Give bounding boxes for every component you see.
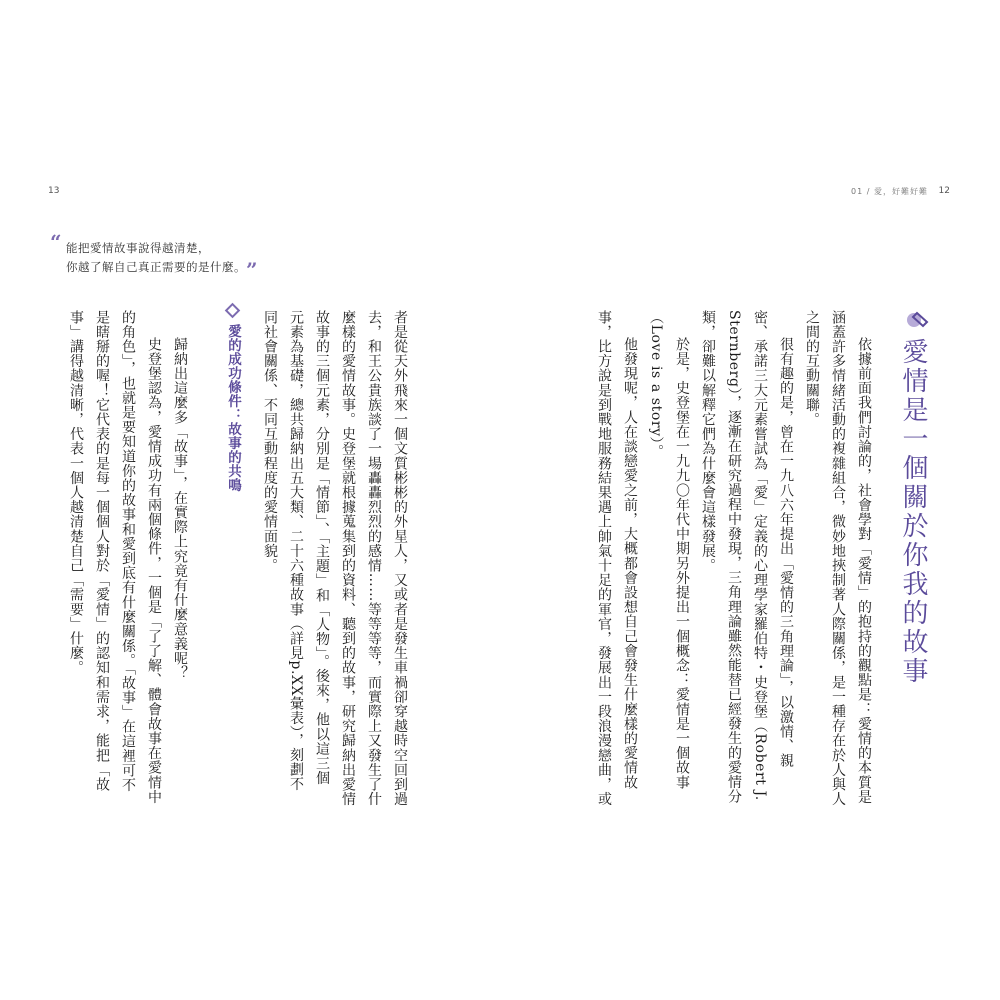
body-column: 的角色」，也就是要知道你的故事和愛到底有什麼關係。「故事」在這裡可不 <box>120 310 136 793</box>
body-column: 密、承諾三大元素嘗試為「愛」定義的心理學家羅伯特・史登堡（Robert J. <box>752 310 768 801</box>
body-column: 故事的三個元素，分別是「情節」、「主題」和「人物」。後來，他以這三個 <box>314 310 330 786</box>
body-column: 同社會關係、不同互動程度的愛情面貌。 <box>262 310 278 573</box>
body-column: 他發現呢，人在談戀愛之前，大概都會設想自己會發生什麼樣的愛情故 <box>622 337 638 790</box>
close-quote-icon: ” <box>246 258 258 282</box>
body-column: 麼樣的愛情故事。史登堡就根據蒐集到的資料、聽到的故事，研究歸納出愛情 <box>340 310 356 807</box>
body-column: （Love is a story）。 <box>648 310 664 459</box>
body-column: 很有趣的是，曾在一九八六年提出「愛情的三角理論」，以激情、親 <box>778 337 794 768</box>
diamond-icon <box>225 303 241 319</box>
body-column: 於是，史登堡在一九九〇年代中期另外提出一個概念：愛情是一個故事 <box>674 337 690 790</box>
section-title: 愛情是一個關於你我的故事 <box>898 338 928 686</box>
body-column: 類，卻難以解釋它們為什麼會這樣發展。 <box>700 310 716 573</box>
body-column: Sternberg），逐漸在研究過程中發現，三角理論雖然能替已經發生的愛情分 <box>726 310 742 804</box>
body-column: 歸納出這麼多「故事」，在實際上究竟有什麼意義呢？ <box>172 337 188 681</box>
body-column: 是瞎掰的喔！它代表的是每一個個人對於「愛情」的認知和需求，能把「故 <box>94 310 110 792</box>
left-page-number: 13 <box>48 186 60 196</box>
running-head: 01 / 愛，好難好難 <box>851 187 928 196</box>
body-column: 依據前面我們討論的，社會學對「愛情」的抱持的觀點是：愛情的本質是 <box>856 337 872 805</box>
body-column: 元素為基礎，總共歸納出五大類、二十六種故事（詳見p.XX彙表），刻劃不 <box>288 310 304 792</box>
body-column: 事」講得越清晰，代表一個人越清楚自己「需要」什麼。 <box>68 310 84 675</box>
body-column: 事，比方說是到戰地服務結果遇上帥氣十足的軍官，發展出一段浪漫戀曲，或 <box>596 310 612 807</box>
open-quote-icon: “ <box>50 230 62 254</box>
quote-line-2: 你越了解自己真正需要的是什麼。 <box>66 260 246 274</box>
quote-line-1: 能把愛情故事說得越清楚， <box>66 241 210 255</box>
body-column: 者是從天外飛來一個文質彬彬的外星人，又或者是發生車禍卻穿越時空回到過 <box>392 310 408 807</box>
body-column: 史登堡認為，愛情成功有兩個條件，一個是「了了解、體會故事在愛情中 <box>146 337 162 805</box>
right-page-number: 12 <box>938 186 950 196</box>
pull-quote <box>50 232 310 280</box>
body-column: 之間的互動關聯。 <box>804 310 820 427</box>
body-column: 涵蓋許多情緒活動的複雜組合，微妙地挾制著人際關係，是一種存在於人與人 <box>830 310 846 807</box>
subheading: 愛的成功條件：故事的共鳴 <box>225 324 241 492</box>
body-column: 去，和王公貴族談了一場轟轟烈烈的感情……等等等等，而實際上又發生了什 <box>366 310 382 807</box>
heart-pen-icon <box>905 310 929 332</box>
